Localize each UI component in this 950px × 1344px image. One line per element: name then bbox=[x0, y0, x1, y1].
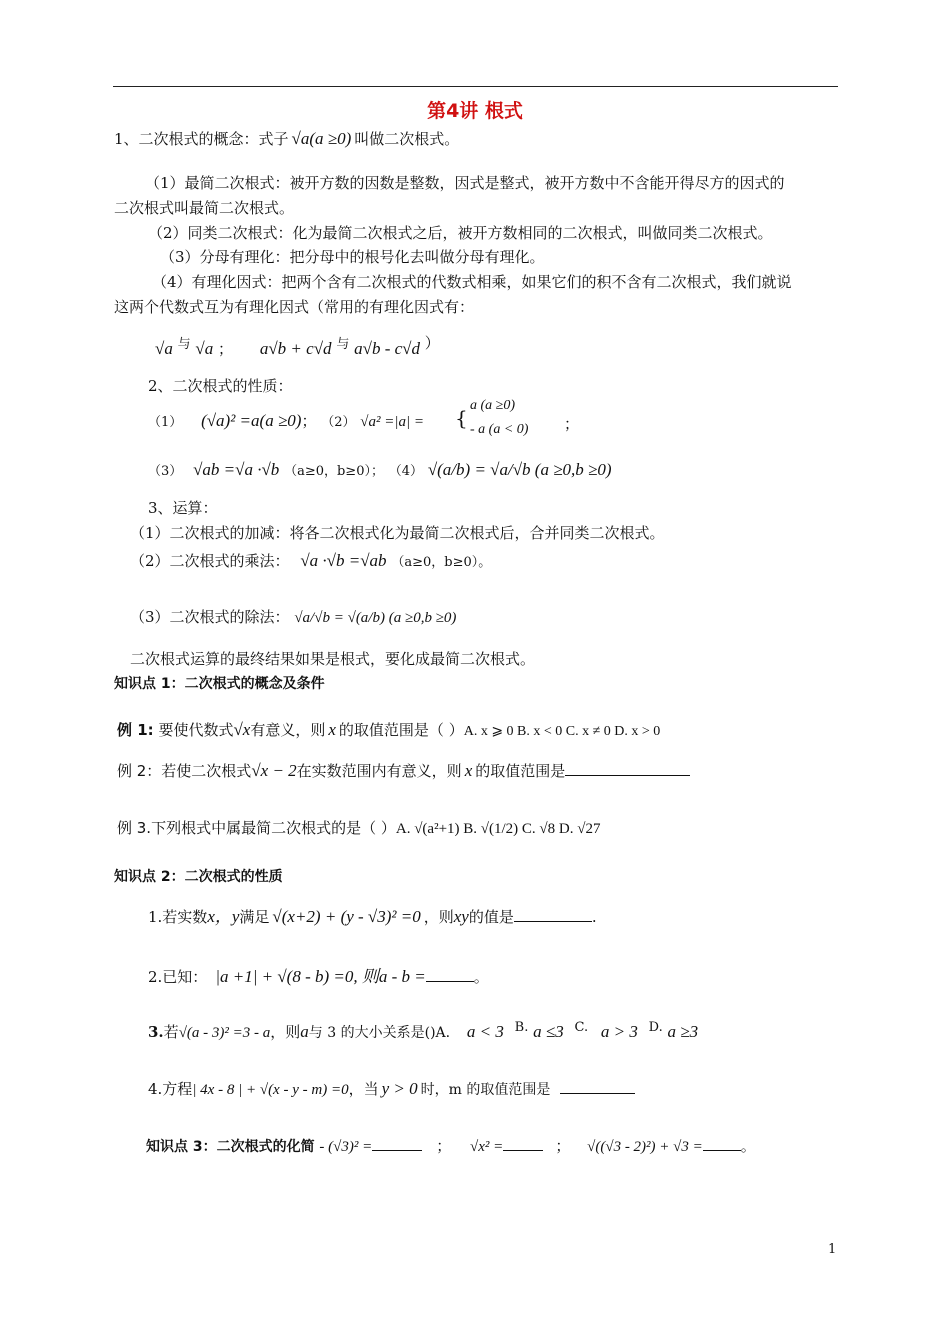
operation-multiply-formula: √a ·√b =√ab bbox=[300, 551, 387, 570]
property3-label: （3） bbox=[148, 464, 183, 479]
example2-var: x bbox=[464, 761, 473, 780]
property3-formula: √ab =√a ·√b bbox=[193, 460, 280, 479]
property2-formula: √a² =|a| = bbox=[360, 414, 425, 430]
operation-add: （1）二次根式的加减：将各二次根式化为最简二次根式后，合并同类二次根式。 bbox=[130, 524, 665, 542]
q3-option-b: a ≤3 bbox=[533, 1022, 564, 1041]
example3-options: A. √(a²+1) B. √(1/2) C. √8 D. √27 bbox=[395, 821, 601, 837]
example1-text: 要使代数式 bbox=[158, 721, 234, 739]
q3-text: 若 bbox=[163, 1023, 179, 1041]
pair1-right: √a bbox=[195, 339, 214, 358]
property-1-2 bbox=[148, 410, 424, 431]
q4-formula: | 4x - 8 | + √(x - y - m) =0 bbox=[192, 1082, 349, 1098]
pair1-left: √a bbox=[155, 339, 173, 358]
example2-expr: √x − 2 bbox=[251, 761, 297, 780]
q1-text4: 的值是 bbox=[468, 908, 514, 926]
property1-formula: (√a)² =a(a ≥0) bbox=[201, 411, 302, 430]
q3-option-d: a ≥3 bbox=[667, 1022, 699, 1041]
final-note: 二次根式运算的最终结果如果是根式，要化成最简二次根式。 bbox=[130, 650, 536, 668]
question-1 bbox=[148, 902, 597, 927]
property4-formula: √(a/b) = √a/√b (a ≥0,b ≥0) bbox=[427, 460, 612, 479]
kp3-heading: 知识点 3：二次根式的化简 bbox=[146, 1139, 315, 1155]
q3-var: a bbox=[300, 1022, 309, 1041]
example3-text: 例 3.下列根式中属最简二次根式的是（ ） bbox=[117, 819, 396, 837]
q2-text: 2.已知： bbox=[148, 968, 208, 986]
kp3-end: 。 bbox=[740, 1137, 756, 1155]
example-2 bbox=[117, 760, 690, 781]
q3-label: 3. bbox=[148, 1023, 164, 1041]
kp1-heading: 知识点 1：二次根式的概念及条件 bbox=[114, 676, 325, 692]
example1-label: 例 1: bbox=[117, 721, 154, 739]
kp3-sep2: ； bbox=[555, 1137, 571, 1155]
q2-end: 。 bbox=[473, 968, 489, 986]
example2-text: 例 2：若使二次根式 bbox=[117, 762, 252, 780]
q1-vars: x，y bbox=[207, 907, 240, 926]
property3-condition: （a≥0，b≥0）； bbox=[284, 464, 384, 479]
q1-expr: xy bbox=[453, 907, 469, 926]
kp3-expr1: - (√3)² = bbox=[319, 1139, 373, 1155]
operation-multiply-label: （2）二次根式的乘法： bbox=[130, 552, 290, 570]
example1-text3: 的取值范围是（ ） bbox=[338, 721, 464, 739]
pair2-with: 与 bbox=[336, 337, 350, 352]
operation-multiply-condition: （a≥0，b≥0）。 bbox=[391, 555, 492, 570]
q4-text: 4.方程 bbox=[148, 1080, 193, 1098]
q1-answer-blank[interactable] bbox=[514, 921, 592, 922]
pair1-with: 与 bbox=[177, 337, 191, 352]
rationalizing-factor-line2: 这两个代数式互为有理化因式（常用的有理化因式有： bbox=[114, 298, 475, 316]
example1-options: A. x ⩾ 0 B. x < 0 C. x ≠ 0 D. x > 0 bbox=[463, 724, 661, 739]
concept-suffix: 叫做二次根式。 bbox=[354, 130, 460, 148]
example1-var: x bbox=[328, 720, 336, 739]
kp3-expr2: √x² = bbox=[470, 1139, 504, 1155]
operations-heading: 3、运算： bbox=[148, 499, 218, 517]
question-3 bbox=[148, 1020, 698, 1042]
concept-prefix: 1、二次根式的概念：式子 bbox=[114, 130, 289, 148]
simplest-radical-line1: （1）最简二次根式：被开方数的因数是整数，因式是整式，被开方数中不含能开得尽方的因式的 bbox=[145, 174, 785, 192]
q3-text3: 与 3 的大小关系是()A. bbox=[308, 1025, 451, 1041]
example2-answer-blank[interactable] bbox=[565, 775, 690, 776]
rationalize-denominator-line: （3）分母有理化：把分母中的根号化去叫做分母有理化。 bbox=[160, 248, 545, 266]
example-1 bbox=[117, 719, 660, 740]
property2-label: （2） bbox=[321, 415, 356, 430]
simplest-radical-line2: 二次根式叫最简二次根式。 bbox=[114, 199, 295, 217]
q3-label-c: C. bbox=[574, 1020, 589, 1035]
q2-answer-blank[interactable] bbox=[426, 981, 474, 982]
q3-option-c: a > 3 bbox=[600, 1022, 638, 1041]
property2-sep: ； bbox=[564, 415, 580, 433]
piecewise-case1: a (a ≥0) bbox=[470, 398, 516, 413]
rationalizing-pairs bbox=[155, 332, 440, 359]
pair-separator: ； bbox=[218, 340, 234, 358]
page-number: 1 bbox=[828, 1242, 837, 1257]
q3-label-b: B. bbox=[514, 1020, 529, 1035]
q3-formula: √(a - 3)² =3 - a bbox=[178, 1025, 271, 1041]
operation-divide-formula: √a/√b = √(a/b) (a ≥0,b ≥0) bbox=[294, 610, 457, 626]
piecewise-case2: - a (a < 0) bbox=[470, 422, 529, 437]
q4-text2: ，当 bbox=[348, 1080, 379, 1098]
example2-text3: 的取值范围是 bbox=[475, 762, 566, 780]
q1-text2: 满足 bbox=[239, 908, 270, 926]
example2-text2: 在实数范围内有意义，则 bbox=[296, 762, 462, 780]
question-2 bbox=[148, 962, 489, 987]
kp3-expr3: √((√3 - 2)²) + √3 = bbox=[587, 1139, 703, 1155]
q3-option-a: a < 3 bbox=[466, 1022, 504, 1041]
page-title: 第4讲 根式 bbox=[427, 100, 523, 122]
kp3-blank2[interactable] bbox=[503, 1150, 543, 1151]
header-rule bbox=[113, 86, 838, 87]
property1-sep: ； bbox=[301, 412, 317, 430]
q1-end: . bbox=[591, 908, 597, 926]
q3-label-d: D. bbox=[648, 1020, 663, 1035]
rationalizing-factor-line1: （4）有理化因式：把两个含有二次根式的代数式相乘，如果它们的积不含有二次根式，我们就说 bbox=[152, 273, 792, 291]
similar-radical-line: （2）同类二次根式：化为最简二次根式之后，被开方数相同的二次根式，叫做同类二次根式。 bbox=[148, 224, 773, 242]
example-3 bbox=[117, 817, 600, 838]
q4-condition: y > 0 bbox=[381, 1079, 418, 1098]
question-4 bbox=[148, 1078, 635, 1099]
concept-formula: √a(a ≥0) bbox=[291, 129, 352, 148]
kp3-blank3[interactable] bbox=[703, 1150, 741, 1151]
kp3-line bbox=[146, 1135, 756, 1156]
q1-text: 1.若实数 bbox=[148, 908, 208, 926]
q3-text2: ，则 bbox=[270, 1023, 301, 1041]
property1-label: （1） bbox=[148, 415, 183, 430]
operation-divide-label: （3）二次根式的除法： bbox=[130, 608, 290, 626]
pair2-right: a√b - c√d bbox=[354, 339, 420, 358]
pair-close: ） bbox=[424, 334, 440, 352]
example1-text2: 有意义，则 bbox=[250, 721, 326, 739]
q1-formula: √(x+2) + (y - √3)² =0 bbox=[272, 907, 421, 926]
q2-formula: |a +1| + √(8 - b) =0, 则a - b = bbox=[215, 967, 426, 986]
properties-heading: 2、二次根式的性质： bbox=[148, 377, 293, 395]
operation-divide bbox=[130, 606, 456, 627]
kp2-heading: 知识点 2：二次根式的性质 bbox=[114, 869, 283, 885]
piecewise-brace: { bbox=[455, 406, 468, 430]
q4-text3: 时，m 的取值范围是 bbox=[420, 1082, 551, 1098]
operation-multiply bbox=[130, 550, 491, 571]
kp3-blank1[interactable] bbox=[372, 1150, 422, 1151]
pair2-left: a√b + c√d bbox=[259, 339, 332, 358]
concept-line bbox=[114, 128, 459, 149]
property-3-4 bbox=[148, 460, 612, 480]
property4-label: （4） bbox=[388, 464, 424, 479]
q4-answer-blank[interactable] bbox=[560, 1093, 635, 1094]
kp3-sep1: ； bbox=[436, 1137, 452, 1155]
q1-text3: ，则 bbox=[423, 908, 454, 926]
example1-expr: √x bbox=[233, 720, 251, 739]
